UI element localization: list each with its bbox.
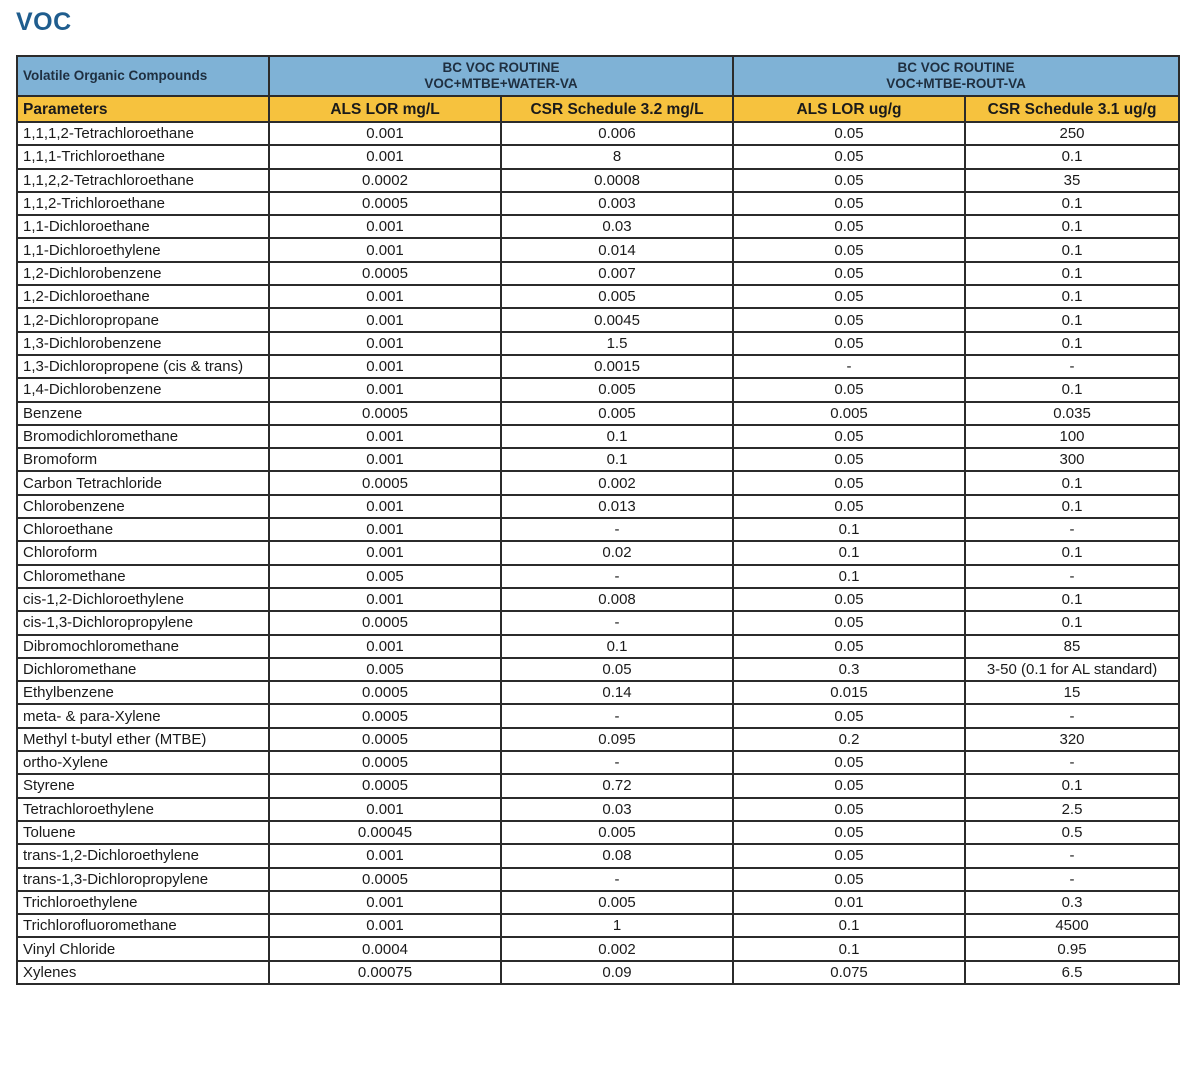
- als-lor-ugg-cell: 0.05: [733, 774, 965, 797]
- table-row: [17, 425, 1179, 448]
- parameter-cell: Trichlorofluoromethane: [17, 914, 269, 937]
- csr-3-1-cell: 0.1: [965, 495, 1179, 518]
- table-row: [17, 402, 1179, 425]
- als-lor-mgl-cell: 0.0005: [269, 774, 501, 797]
- table-row: [17, 868, 1179, 891]
- csr-3-2-cell: 0.0045: [501, 308, 733, 331]
- als-lor-ugg-cell: 0.05: [733, 704, 965, 727]
- csr-3-2-cell: 0.72: [501, 774, 733, 797]
- csr-3-1-cell: 100: [965, 425, 1179, 448]
- column-header-als-lor-ugg: ALS LOR ug/g: [733, 96, 965, 122]
- als-lor-ugg-cell: 0.05: [733, 192, 965, 215]
- corner-label: Volatile Organic Compounds: [17, 56, 269, 96]
- als-lor-mgl-cell: 0.001: [269, 891, 501, 914]
- als-lor-mgl-cell: 0.001: [269, 425, 501, 448]
- als-lor-ugg-cell: 0.05: [733, 169, 965, 192]
- als-lor-ugg-cell: 0.1: [733, 914, 965, 937]
- csr-3-1-cell: 0.1: [965, 308, 1179, 331]
- als-lor-ugg-cell: 0.05: [733, 588, 965, 611]
- als-lor-mgl-cell: 0.0005: [269, 704, 501, 727]
- parameter-cell: 1,2-Dichlorobenzene: [17, 262, 269, 285]
- csr-3-2-cell: -: [501, 868, 733, 891]
- csr-3-2-cell: 0.1: [501, 425, 733, 448]
- column-header-parameters: Parameters: [17, 96, 269, 122]
- als-lor-ugg-cell: 0.05: [733, 448, 965, 471]
- als-lor-mgl-cell: 0.005: [269, 658, 501, 681]
- als-lor-ugg-cell: 0.015: [733, 681, 965, 704]
- parameter-cell: 1,1,1,2-Tetrachloroethane: [17, 122, 269, 145]
- parameter-cell: Trichloroethylene: [17, 891, 269, 914]
- table-row: [17, 588, 1179, 611]
- csr-3-2-cell: 0.03: [501, 215, 733, 238]
- csr-3-1-cell: 0.1: [965, 541, 1179, 564]
- csr-3-1-cell: 15: [965, 681, 1179, 704]
- als-lor-mgl-cell: 0.001: [269, 635, 501, 658]
- parameter-cell: cis-1,3-Dichloropropylene: [17, 611, 269, 634]
- als-lor-ugg-cell: 0.05: [733, 145, 965, 168]
- table-row: [17, 145, 1179, 168]
- als-lor-ugg-cell: 0.05: [733, 798, 965, 821]
- table-row: [17, 728, 1179, 751]
- group-header-soil: [733, 56, 1179, 96]
- csr-3-2-cell: 0.006: [501, 122, 733, 145]
- als-lor-mgl-cell: 0.0005: [269, 402, 501, 425]
- table-row: [17, 448, 1179, 471]
- csr-3-1-cell: 0.1: [965, 774, 1179, 797]
- csr-3-2-cell: 0.014: [501, 238, 733, 261]
- csr-3-1-cell: 0.95: [965, 937, 1179, 960]
- table-row: [17, 774, 1179, 797]
- als-lor-ugg-cell: 0.05: [733, 495, 965, 518]
- csr-3-2-cell: 0.0008: [501, 169, 733, 192]
- table-row: [17, 821, 1179, 844]
- group-header-soil-line1: BC VOC ROUTINE: [897, 60, 1015, 75]
- table-row: [17, 937, 1179, 960]
- als-lor-mgl-cell: 0.0005: [269, 471, 501, 494]
- als-lor-ugg-cell: 0.075: [733, 961, 965, 984]
- csr-3-1-cell: 0.1: [965, 238, 1179, 261]
- csr-3-1-cell: 0.1: [965, 588, 1179, 611]
- csr-3-2-cell: 0.03: [501, 798, 733, 821]
- group-header-soil-line2: VOC+MTBE-ROUT-VA: [886, 76, 1026, 91]
- parameter-cell: Dibromochloromethane: [17, 635, 269, 658]
- parameter-cell: 1,1,1-Trichloroethane: [17, 145, 269, 168]
- column-header-als-lor-mgl: ALS LOR mg/L: [269, 96, 501, 122]
- als-lor-ugg-cell: 0.1: [733, 937, 965, 960]
- parameter-cell: Chloromethane: [17, 565, 269, 588]
- als-lor-mgl-cell: 0.0005: [269, 868, 501, 891]
- csr-3-1-cell: -: [965, 844, 1179, 867]
- csr-3-2-cell: 1.5: [501, 332, 733, 355]
- parameter-cell: Bromoform: [17, 448, 269, 471]
- parameter-cell: Chloroform: [17, 541, 269, 564]
- als-lor-mgl-cell: 0.001: [269, 541, 501, 564]
- csr-3-2-cell: -: [501, 704, 733, 727]
- csr-3-1-cell: -: [965, 751, 1179, 774]
- csr-3-2-cell: 0.14: [501, 681, 733, 704]
- table-row: [17, 169, 1179, 192]
- als-lor-mgl-cell: 0.001: [269, 798, 501, 821]
- group-header-water: [269, 56, 733, 96]
- parameter-cell: 1,3-Dichlorobenzene: [17, 332, 269, 355]
- parameter-cell: Chlorobenzene: [17, 495, 269, 518]
- als-lor-ugg-cell: 0.1: [733, 541, 965, 564]
- parameter-cell: 1,2-Dichloroethane: [17, 285, 269, 308]
- table-row: [17, 471, 1179, 494]
- csr-3-1-cell: 320: [965, 728, 1179, 751]
- als-lor-ugg-cell: 0.05: [733, 215, 965, 238]
- table-row: [17, 844, 1179, 867]
- als-lor-ugg-cell: 0.05: [733, 611, 965, 634]
- table-row: [17, 238, 1179, 261]
- parameter-cell: trans-1,2-Dichloroethylene: [17, 844, 269, 867]
- als-lor-ugg-cell: 0.01: [733, 891, 965, 914]
- table-row: [17, 704, 1179, 727]
- als-lor-mgl-cell: 0.0002: [269, 169, 501, 192]
- csr-3-1-cell: -: [965, 518, 1179, 541]
- parameter-cell: Bromodichloromethane: [17, 425, 269, 448]
- als-lor-ugg-cell: 0.05: [733, 262, 965, 285]
- column-header-csr-3-1: CSR Schedule 3.1 ug/g: [965, 96, 1179, 122]
- als-lor-mgl-cell: 0.001: [269, 122, 501, 145]
- als-lor-ugg-cell: 0.05: [733, 238, 965, 261]
- csr-3-1-cell: 6.5: [965, 961, 1179, 984]
- als-lor-mgl-cell: 0.0005: [269, 751, 501, 774]
- table-row: [17, 285, 1179, 308]
- als-lor-mgl-cell: 0.001: [269, 332, 501, 355]
- als-lor-ugg-cell: 0.05: [733, 285, 965, 308]
- csr-3-2-cell: 0.008: [501, 588, 733, 611]
- csr-3-2-cell: 0.007: [501, 262, 733, 285]
- table-row: [17, 122, 1179, 145]
- table-row: [17, 658, 1179, 681]
- csr-3-1-cell: 300: [965, 448, 1179, 471]
- als-lor-ugg-cell: 0.3: [733, 658, 965, 681]
- als-lor-ugg-cell: 0.1: [733, 518, 965, 541]
- csr-3-2-cell: 0.0015: [501, 355, 733, 378]
- als-lor-ugg-cell: 0.05: [733, 821, 965, 844]
- als-lor-mgl-cell: 0.0005: [269, 192, 501, 215]
- csr-3-1-cell: 0.5: [965, 821, 1179, 844]
- als-lor-ugg-cell: -: [733, 355, 965, 378]
- csr-3-1-cell: 0.3: [965, 891, 1179, 914]
- parameter-cell: Xylenes: [17, 961, 269, 984]
- als-lor-mgl-cell: 0.001: [269, 448, 501, 471]
- csr-3-2-cell: 0.005: [501, 378, 733, 401]
- csr-3-2-cell: 0.003: [501, 192, 733, 215]
- table-row: [17, 565, 1179, 588]
- parameter-cell: Carbon Tetrachloride: [17, 471, 269, 494]
- table-row: [17, 891, 1179, 914]
- als-lor-ugg-cell: 0.05: [733, 844, 965, 867]
- parameter-cell: ortho-Xylene: [17, 751, 269, 774]
- csr-3-1-cell: 3-50 (0.1 for AL standard): [965, 658, 1179, 681]
- csr-3-2-cell: 0.08: [501, 844, 733, 867]
- parameter-cell: cis-1,2-Dichloroethylene: [17, 588, 269, 611]
- table-row: [17, 798, 1179, 821]
- als-lor-mgl-cell: 0.001: [269, 308, 501, 331]
- csr-3-1-cell: 2.5: [965, 798, 1179, 821]
- table-row: [17, 262, 1179, 285]
- table-row: [17, 635, 1179, 658]
- parameter-cell: Styrene: [17, 774, 269, 797]
- table-row: [17, 378, 1179, 401]
- als-lor-mgl-cell: 0.001: [269, 844, 501, 867]
- als-lor-ugg-cell: 0.05: [733, 635, 965, 658]
- als-lor-mgl-cell: 0.001: [269, 215, 501, 238]
- parameter-cell: 1,2-Dichloropropane: [17, 308, 269, 331]
- csr-3-1-cell: 35: [965, 169, 1179, 192]
- parameter-cell: 1,1-Dichloroethylene: [17, 238, 269, 261]
- csr-3-2-cell: -: [501, 611, 733, 634]
- table-row: [17, 681, 1179, 704]
- parameter-cell: Toluene: [17, 821, 269, 844]
- csr-3-2-cell: 0.005: [501, 821, 733, 844]
- csr-3-1-cell: 250: [965, 122, 1179, 145]
- als-lor-ugg-cell: 0.05: [733, 471, 965, 494]
- table-row: [17, 611, 1179, 634]
- als-lor-mgl-cell: 0.001: [269, 238, 501, 261]
- csr-3-1-cell: 0.1: [965, 471, 1179, 494]
- parameter-cell: Tetrachloroethylene: [17, 798, 269, 821]
- page-title: VOC: [16, 8, 72, 36]
- csr-3-1-cell: 0.1: [965, 611, 1179, 634]
- parameter-cell: Methyl t-butyl ether (MTBE): [17, 728, 269, 751]
- csr-3-1-cell: 85: [965, 635, 1179, 658]
- parameter-cell: trans-1,3-Dichloropropylene: [17, 868, 269, 891]
- table-row: [17, 914, 1179, 937]
- als-lor-mgl-cell: 0.0005: [269, 262, 501, 285]
- csr-3-2-cell: -: [501, 751, 733, 774]
- csr-3-1-cell: 0.1: [965, 285, 1179, 308]
- csr-3-1-cell: -: [965, 355, 1179, 378]
- table-row: [17, 355, 1179, 378]
- als-lor-mgl-cell: 0.001: [269, 355, 501, 378]
- csr-3-2-cell: 0.005: [501, 402, 733, 425]
- csr-3-2-cell: 0.095: [501, 728, 733, 751]
- table-row: [17, 541, 1179, 564]
- csr-3-1-cell: -: [965, 704, 1179, 727]
- table-row: [17, 751, 1179, 774]
- als-lor-mgl-cell: 0.00045: [269, 821, 501, 844]
- parameter-cell: 1,4-Dichlorobenzene: [17, 378, 269, 401]
- group-header-water-line1: BC VOC ROUTINE: [442, 60, 560, 75]
- column-header-row: [17, 96, 1179, 122]
- parameter-cell: 1,3-Dichloropropene (cis & trans): [17, 355, 269, 378]
- table-row: [17, 518, 1179, 541]
- csr-3-1-cell: 0.1: [965, 192, 1179, 215]
- csr-3-1-cell: 0.1: [965, 332, 1179, 355]
- als-lor-ugg-cell: 0.05: [733, 332, 965, 355]
- als-lor-mgl-cell: 0.001: [269, 518, 501, 541]
- als-lor-mgl-cell: 0.001: [269, 285, 501, 308]
- als-lor-mgl-cell: 0.0004: [269, 937, 501, 960]
- csr-3-2-cell: 0.005: [501, 285, 733, 308]
- als-lor-ugg-cell: 0.2: [733, 728, 965, 751]
- table-row: [17, 961, 1179, 984]
- group-header-water-line2: VOC+MTBE+WATER-VA: [424, 76, 578, 91]
- csr-3-1-cell: -: [965, 565, 1179, 588]
- parameter-cell: Chloroethane: [17, 518, 269, 541]
- csr-3-2-cell: -: [501, 518, 733, 541]
- als-lor-mgl-cell: 0.0005: [269, 728, 501, 751]
- table-row: [17, 215, 1179, 238]
- csr-3-2-cell: 0.09: [501, 961, 733, 984]
- csr-3-1-cell: 4500: [965, 914, 1179, 937]
- als-lor-mgl-cell: 0.001: [269, 378, 501, 401]
- als-lor-mgl-cell: 0.0005: [269, 681, 501, 704]
- csr-3-2-cell: 0.013: [501, 495, 733, 518]
- voc-table: [16, 55, 1180, 985]
- table-row: [17, 495, 1179, 518]
- csr-3-1-cell: 0.1: [965, 378, 1179, 401]
- csr-3-1-cell: 0.1: [965, 262, 1179, 285]
- voc-table-body: [17, 122, 1179, 984]
- parameter-cell: 1,1,2-Trichloroethane: [17, 192, 269, 215]
- parameter-cell: 1,1,2,2-Tetrachloroethane: [17, 169, 269, 192]
- csr-3-1-cell: 0.035: [965, 402, 1179, 425]
- als-lor-mgl-cell: 0.001: [269, 145, 501, 168]
- als-lor-mgl-cell: 0.0005: [269, 611, 501, 634]
- table-row: [17, 308, 1179, 331]
- als-lor-ugg-cell: 0.05: [733, 308, 965, 331]
- als-lor-ugg-cell: 0.05: [733, 378, 965, 401]
- csr-3-2-cell: 1: [501, 914, 733, 937]
- table-row: [17, 192, 1179, 215]
- als-lor-ugg-cell: 0.05: [733, 868, 965, 891]
- als-lor-mgl-cell: 0.001: [269, 588, 501, 611]
- als-lor-mgl-cell: 0.00075: [269, 961, 501, 984]
- csr-3-2-cell: -: [501, 565, 733, 588]
- csr-3-2-cell: 0.002: [501, 471, 733, 494]
- csr-3-1-cell: 0.1: [965, 215, 1179, 238]
- csr-3-2-cell: 8: [501, 145, 733, 168]
- parameter-cell: meta- & para-Xylene: [17, 704, 269, 727]
- als-lor-ugg-cell: 0.05: [733, 425, 965, 448]
- als-lor-mgl-cell: 0.005: [269, 565, 501, 588]
- csr-3-2-cell: 0.1: [501, 448, 733, 471]
- als-lor-mgl-cell: 0.001: [269, 914, 501, 937]
- parameter-cell: Vinyl Chloride: [17, 937, 269, 960]
- parameter-cell: Dichloromethane: [17, 658, 269, 681]
- column-header-csr-3-2: CSR Schedule 3.2 mg/L: [501, 96, 733, 122]
- csr-3-2-cell: 0.05: [501, 658, 733, 681]
- als-lor-ugg-cell: 0.05: [733, 751, 965, 774]
- parameter-cell: Ethylbenzene: [17, 681, 269, 704]
- group-header-row: [17, 56, 1179, 96]
- parameter-cell: Benzene: [17, 402, 269, 425]
- als-lor-mgl-cell: 0.001: [269, 495, 501, 518]
- csr-3-2-cell: 0.002: [501, 937, 733, 960]
- csr-3-1-cell: -: [965, 868, 1179, 891]
- als-lor-ugg-cell: 0.05: [733, 122, 965, 145]
- als-lor-ugg-cell: 0.005: [733, 402, 965, 425]
- table-row: [17, 332, 1179, 355]
- als-lor-ugg-cell: 0.1: [733, 565, 965, 588]
- csr-3-2-cell: 0.005: [501, 891, 733, 914]
- csr-3-2-cell: 0.1: [501, 635, 733, 658]
- parameter-cell: 1,1-Dichloroethane: [17, 215, 269, 238]
- csr-3-2-cell: 0.02: [501, 541, 733, 564]
- csr-3-1-cell: 0.1: [965, 145, 1179, 168]
